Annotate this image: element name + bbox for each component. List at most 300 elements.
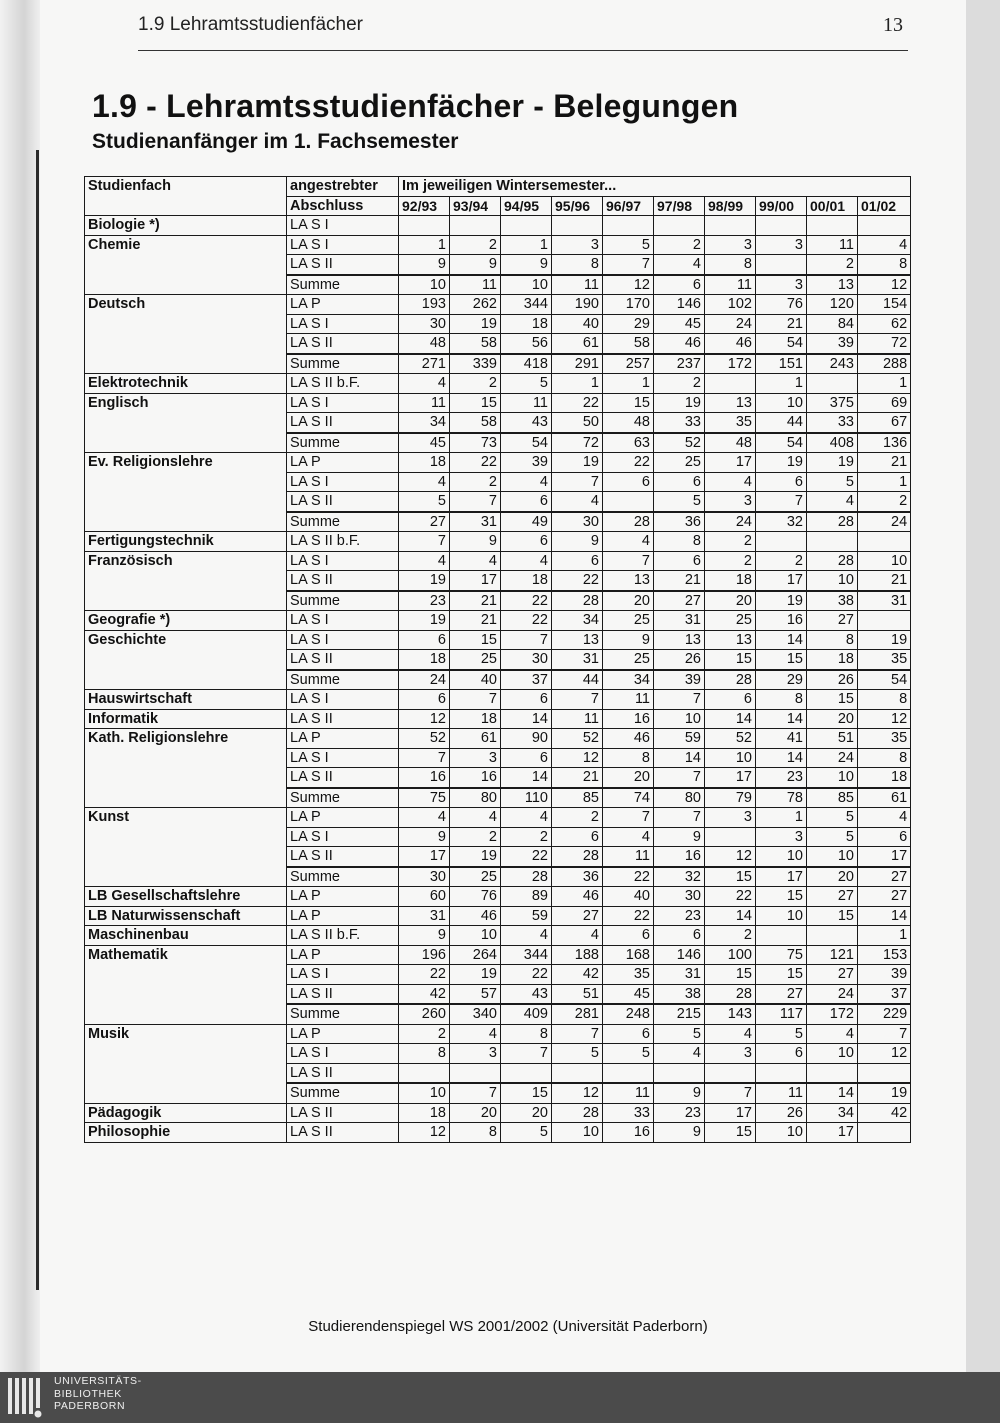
value-cell: 76 — [450, 887, 501, 907]
value-cell: 264 — [450, 945, 501, 965]
footer-text: Studierendenspiegel WS 2001/2002 (Universität Paderborn) — [308, 1318, 708, 1335]
value-cell: 2 — [501, 827, 552, 847]
value-cell: 27 — [807, 965, 858, 985]
value-cell: 154 — [858, 295, 911, 315]
value-cell: 61 — [858, 788, 911, 808]
degree-cell: Summe — [287, 867, 399, 887]
value-cell: 8 — [501, 1024, 552, 1044]
value-cell: 18 — [501, 314, 552, 334]
value-cell: 8 — [858, 748, 911, 768]
value-cell: 22 — [501, 965, 552, 985]
value-cell: 52 — [399, 729, 450, 749]
value-cell: 46 — [450, 906, 501, 926]
degree-cell: Summe — [287, 512, 399, 532]
value-cell: 11 — [807, 235, 858, 255]
degree-cell: LA S I — [287, 235, 399, 255]
value-cell: 44 — [756, 413, 807, 433]
value-cell: 7 — [450, 690, 501, 710]
subject-cell: Fertigungstechnik — [85, 532, 287, 552]
value-cell: 4 — [501, 926, 552, 946]
header-year: 96/97 — [603, 196, 654, 216]
degree-cell: LA S II — [287, 650, 399, 670]
value-cell: 14 — [501, 709, 552, 729]
value-cell: 34 — [399, 413, 450, 433]
value-cell: 15 — [807, 690, 858, 710]
value-cell: 48 — [399, 334, 450, 354]
value-cell: 281 — [552, 1004, 603, 1024]
value-cell: 19 — [450, 314, 501, 334]
value-cell: 1 — [501, 235, 552, 255]
value-cell: 26 — [756, 1103, 807, 1123]
value-cell: 291 — [552, 354, 603, 374]
subject-cell: Elektrotechnik — [85, 374, 287, 394]
value-cell: 4 — [399, 551, 450, 571]
value-cell: 19 — [450, 847, 501, 867]
table-row — [85, 926, 911, 946]
degree-cell: LA S II — [287, 571, 399, 591]
value-cell: 344 — [501, 945, 552, 965]
value-cell: 2 — [654, 374, 705, 394]
value-cell: 42 — [399, 984, 450, 1004]
value-cell — [858, 1123, 911, 1143]
value-cell: 7 — [858, 1024, 911, 1044]
value-cell: 25 — [450, 867, 501, 887]
value-cell: 12 — [858, 1044, 911, 1064]
value-cell: 6 — [654, 275, 705, 295]
value-cell: 11 — [399, 393, 450, 413]
value-cell: 4 — [450, 551, 501, 571]
value-cell: 39 — [858, 965, 911, 985]
value-cell: 23 — [399, 591, 450, 611]
degree-cell: LA S I — [287, 551, 399, 571]
subject-cell: Ev. Religionslehre — [85, 453, 287, 532]
value-cell: 46 — [552, 887, 603, 907]
value-cell: 6 — [399, 690, 450, 710]
value-cell: 5 — [807, 827, 858, 847]
value-cell: 237 — [654, 354, 705, 374]
library-banner — [0, 1372, 1000, 1423]
table-row — [85, 690, 911, 710]
value-cell: 15 — [705, 867, 756, 887]
library-line-2: BIBLIOTHEK — [54, 1387, 122, 1400]
degree-cell: LA P — [287, 295, 399, 315]
value-cell: 50 — [552, 413, 603, 433]
value-cell: 6 — [654, 926, 705, 946]
value-cell: 102 — [705, 295, 756, 315]
value-cell: 7 — [603, 808, 654, 828]
value-cell: 74 — [603, 788, 654, 808]
value-cell: 13 — [807, 275, 858, 295]
value-cell: 15 — [501, 1083, 552, 1103]
value-cell: 15 — [705, 965, 756, 985]
value-cell: 4 — [501, 472, 552, 492]
value-cell: 22 — [705, 887, 756, 907]
value-cell: 73 — [450, 433, 501, 453]
table-row — [85, 1103, 911, 1123]
value-cell: 18 — [399, 1103, 450, 1123]
value-cell: 24 — [705, 512, 756, 532]
value-cell — [705, 827, 756, 847]
subject-cell: Geografie *) — [85, 611, 287, 631]
library-line-1: UNIVERSITÄTS- — [54, 1375, 142, 1387]
value-cell: 13 — [552, 630, 603, 650]
value-cell: 4 — [552, 926, 603, 946]
value-cell: 19 — [756, 453, 807, 473]
value-cell — [858, 216, 911, 236]
value-cell: 4 — [399, 808, 450, 828]
value-cell: 4 — [654, 1044, 705, 1064]
value-cell: 35 — [858, 729, 911, 749]
value-cell: 15 — [450, 630, 501, 650]
value-cell: 89 — [501, 887, 552, 907]
value-cell: 16 — [450, 768, 501, 788]
value-cell: 26 — [654, 650, 705, 670]
value-cell: 110 — [501, 788, 552, 808]
value-cell: 9 — [399, 926, 450, 946]
value-cell — [807, 532, 858, 552]
value-cell: 172 — [705, 354, 756, 374]
value-cell: 5 — [501, 1123, 552, 1143]
value-cell: 59 — [654, 729, 705, 749]
value-cell: 2 — [705, 551, 756, 571]
value-cell: 80 — [654, 788, 705, 808]
subject-cell: Pädagogik — [85, 1103, 287, 1123]
value-cell: 17 — [705, 768, 756, 788]
value-cell: 12 — [858, 709, 911, 729]
value-cell: 9 — [450, 255, 501, 275]
value-cell: 7 — [450, 1083, 501, 1103]
value-cell: 146 — [654, 945, 705, 965]
degree-cell: LA P — [287, 887, 399, 907]
table-row — [85, 453, 911, 473]
value-cell: 4 — [807, 492, 858, 512]
header-year: 00/01 — [807, 196, 858, 216]
value-cell: 2 — [807, 255, 858, 275]
value-cell: 6 — [501, 532, 552, 552]
value-cell: 11 — [603, 690, 654, 710]
header-year: 92/93 — [399, 196, 450, 216]
value-cell: 24 — [858, 512, 911, 532]
value-cell: 20 — [603, 591, 654, 611]
value-cell: 16 — [399, 768, 450, 788]
value-cell: 9 — [450, 532, 501, 552]
value-cell — [399, 216, 450, 236]
value-cell: 22 — [399, 965, 450, 985]
value-cell: 2 — [552, 808, 603, 828]
degree-cell: LA S II — [287, 709, 399, 729]
value-cell: 2 — [450, 827, 501, 847]
table-row — [85, 808, 911, 828]
table-row — [85, 729, 911, 749]
value-cell: 20 — [807, 709, 858, 729]
value-cell: 36 — [552, 867, 603, 887]
value-cell — [858, 532, 911, 552]
value-cell: 20 — [705, 591, 756, 611]
value-cell: 170 — [603, 295, 654, 315]
value-cell: 28 — [552, 1103, 603, 1123]
value-cell: 2 — [654, 235, 705, 255]
value-cell: 10 — [807, 571, 858, 591]
table-row — [85, 551, 911, 571]
value-cell: 16 — [756, 611, 807, 631]
value-cell: 22 — [501, 611, 552, 631]
value-cell: 35 — [603, 965, 654, 985]
value-cell: 52 — [705, 729, 756, 749]
value-cell: 40 — [603, 887, 654, 907]
spine-edge-line — [36, 150, 39, 1290]
value-cell: 19 — [654, 393, 705, 413]
degree-cell: LA S II b.F. — [287, 532, 399, 552]
value-cell — [858, 611, 911, 631]
value-cell — [705, 374, 756, 394]
value-cell: 3 — [756, 827, 807, 847]
value-cell: 4 — [399, 374, 450, 394]
value-cell: 5 — [603, 235, 654, 255]
value-cell: 2 — [705, 926, 756, 946]
value-cell: 10 — [756, 847, 807, 867]
value-cell: 22 — [603, 453, 654, 473]
value-cell: 6 — [705, 690, 756, 710]
table-row — [85, 295, 911, 315]
value-cell: 12 — [552, 1083, 603, 1103]
value-cell: 10 — [756, 393, 807, 413]
value-cell: 7 — [552, 690, 603, 710]
value-cell: 22 — [501, 591, 552, 611]
value-cell: 46 — [603, 729, 654, 749]
value-cell: 79 — [705, 788, 756, 808]
value-cell: 14 — [756, 748, 807, 768]
value-cell: 85 — [552, 788, 603, 808]
subject-cell: Deutsch — [85, 295, 287, 374]
value-cell: 21 — [756, 314, 807, 334]
value-cell — [399, 1063, 450, 1083]
value-cell: 31 — [654, 611, 705, 631]
value-cell — [858, 1063, 911, 1083]
value-cell: 9 — [399, 255, 450, 275]
value-cell: 262 — [450, 295, 501, 315]
value-cell: 4 — [858, 235, 911, 255]
value-cell: 18 — [501, 571, 552, 591]
value-cell: 59 — [501, 906, 552, 926]
value-cell: 5 — [399, 492, 450, 512]
value-cell: 17 — [807, 1123, 858, 1143]
value-cell: 18 — [399, 650, 450, 670]
value-cell: 8 — [858, 255, 911, 275]
value-cell: 19 — [807, 453, 858, 473]
value-cell: 19 — [399, 571, 450, 591]
subject-cell: Geschichte — [85, 630, 287, 690]
table-row — [85, 887, 911, 907]
value-cell: 2 — [858, 492, 911, 512]
value-cell: 18 — [399, 453, 450, 473]
value-cell: 28 — [603, 512, 654, 532]
value-cell: 16 — [603, 709, 654, 729]
value-cell: 34 — [807, 1103, 858, 1123]
subject-cell: Kunst — [85, 808, 287, 887]
header-divider — [138, 50, 908, 51]
value-cell: 22 — [552, 393, 603, 413]
value-cell: 6 — [501, 492, 552, 512]
value-cell: 27 — [654, 591, 705, 611]
degree-cell: LA P — [287, 808, 399, 828]
value-cell: 5 — [552, 1044, 603, 1064]
value-cell: 4 — [501, 808, 552, 828]
value-cell: 6 — [552, 551, 603, 571]
value-cell: 19 — [858, 1083, 911, 1103]
value-cell: 17 — [705, 1103, 756, 1123]
value-cell: 21 — [858, 571, 911, 591]
value-cell: 52 — [654, 433, 705, 453]
value-cell: 10 — [756, 906, 807, 926]
value-cell — [603, 216, 654, 236]
value-cell: 20 — [450, 1103, 501, 1123]
degree-cell: Summe — [287, 670, 399, 690]
value-cell: 1 — [552, 374, 603, 394]
value-cell: 33 — [603, 1103, 654, 1123]
value-cell: 28 — [552, 591, 603, 611]
degree-cell: LA S II — [287, 492, 399, 512]
value-cell: 28 — [807, 551, 858, 571]
value-cell: 14 — [705, 709, 756, 729]
value-cell: 6 — [603, 472, 654, 492]
value-cell: 63 — [603, 433, 654, 453]
table-row — [85, 709, 911, 729]
header-year: 01/02 — [858, 196, 911, 216]
value-cell: 408 — [807, 433, 858, 453]
value-cell: 12 — [399, 1123, 450, 1143]
table-row — [85, 235, 911, 255]
value-cell: 31 — [858, 591, 911, 611]
value-cell: 172 — [807, 1004, 858, 1024]
value-cell: 54 — [858, 670, 911, 690]
value-cell: 57 — [450, 984, 501, 1004]
value-cell: 25 — [603, 650, 654, 670]
subject-cell: Englisch — [85, 393, 287, 453]
degree-cell: LA S II b.F. — [287, 926, 399, 946]
header-year: 93/94 — [450, 196, 501, 216]
value-cell — [705, 216, 756, 236]
value-cell: 9 — [654, 827, 705, 847]
value-cell — [552, 216, 603, 236]
value-cell: 6 — [654, 472, 705, 492]
value-cell: 48 — [603, 413, 654, 433]
value-cell: 229 — [858, 1004, 911, 1024]
value-cell — [501, 216, 552, 236]
value-cell: 51 — [807, 729, 858, 749]
value-cell — [603, 1063, 654, 1083]
value-cell: 31 — [654, 965, 705, 985]
value-cell: 54 — [756, 334, 807, 354]
value-cell: 4 — [858, 808, 911, 828]
value-cell: 168 — [603, 945, 654, 965]
value-cell: 58 — [603, 334, 654, 354]
value-cell — [654, 216, 705, 236]
value-cell: 5 — [501, 374, 552, 394]
value-cell: 30 — [399, 867, 450, 887]
value-cell: 6 — [501, 690, 552, 710]
value-cell: 14 — [756, 630, 807, 650]
degree-cell: LA S II — [287, 255, 399, 275]
value-cell: 19 — [552, 453, 603, 473]
book-spine-shadow — [0, 0, 40, 1372]
degree-cell: LA P — [287, 453, 399, 473]
value-cell: 13 — [705, 630, 756, 650]
value-cell: 2 — [705, 532, 756, 552]
value-cell: 54 — [756, 433, 807, 453]
value-cell: 9 — [603, 630, 654, 650]
degree-cell: Summe — [287, 788, 399, 808]
value-cell: 14 — [654, 748, 705, 768]
value-cell: 1 — [858, 374, 911, 394]
table-row — [85, 945, 911, 965]
value-cell: 18 — [705, 571, 756, 591]
value-cell: 24 — [705, 314, 756, 334]
value-cell: 7 — [501, 1044, 552, 1064]
degree-cell: LA S II — [287, 1063, 399, 1083]
value-cell: 15 — [450, 393, 501, 413]
running-header-title: 1.9 Lehramtsstudienfächer — [138, 14, 363, 35]
value-cell: 12 — [858, 275, 911, 295]
value-cell: 27 — [756, 984, 807, 1004]
value-cell: 2 — [756, 551, 807, 571]
value-cell: 54 — [501, 433, 552, 453]
value-cell: 8 — [858, 690, 911, 710]
value-cell: 85 — [807, 788, 858, 808]
value-cell: 24 — [807, 984, 858, 1004]
value-cell: 7 — [654, 690, 705, 710]
value-cell: 7 — [399, 748, 450, 768]
subject-cell: Französisch — [85, 551, 287, 611]
value-cell: 27 — [807, 611, 858, 631]
subject-cell: Maschinenbau — [85, 926, 287, 946]
value-cell: 2 — [450, 374, 501, 394]
value-cell: 43 — [501, 413, 552, 433]
value-cell: 339 — [450, 354, 501, 374]
value-cell: 75 — [756, 945, 807, 965]
value-cell: 6 — [552, 827, 603, 847]
subject-cell: Biologie *) — [85, 216, 287, 236]
header-degree-line2: Abschluss — [287, 196, 399, 216]
value-cell: 3 — [756, 235, 807, 255]
value-cell: 11 — [552, 275, 603, 295]
value-cell: 7 — [705, 1083, 756, 1103]
value-cell: 43 — [501, 984, 552, 1004]
value-cell: 5 — [654, 1024, 705, 1044]
value-cell: 19 — [858, 630, 911, 650]
value-cell: 153 — [858, 945, 911, 965]
value-cell: 12 — [399, 709, 450, 729]
value-cell — [756, 255, 807, 275]
value-cell: 38 — [807, 591, 858, 611]
value-cell: 23 — [756, 768, 807, 788]
value-cell: 10 — [501, 275, 552, 295]
value-cell: 76 — [756, 295, 807, 315]
page-number: 13 — [883, 14, 903, 36]
value-cell: 14 — [807, 1083, 858, 1103]
value-cell: 17 — [756, 571, 807, 591]
value-cell: 46 — [705, 334, 756, 354]
value-cell: 3 — [450, 748, 501, 768]
value-cell: 14 — [501, 768, 552, 788]
degree-cell: LA S I — [287, 630, 399, 650]
header-period: Im jeweiligen Wintersemester... — [399, 177, 911, 197]
value-cell: 17 — [756, 867, 807, 887]
value-cell: 16 — [603, 1123, 654, 1143]
page-footer — [0, 1318, 1000, 1335]
value-cell — [807, 374, 858, 394]
value-cell: 61 — [552, 334, 603, 354]
value-cell: 15 — [756, 887, 807, 907]
